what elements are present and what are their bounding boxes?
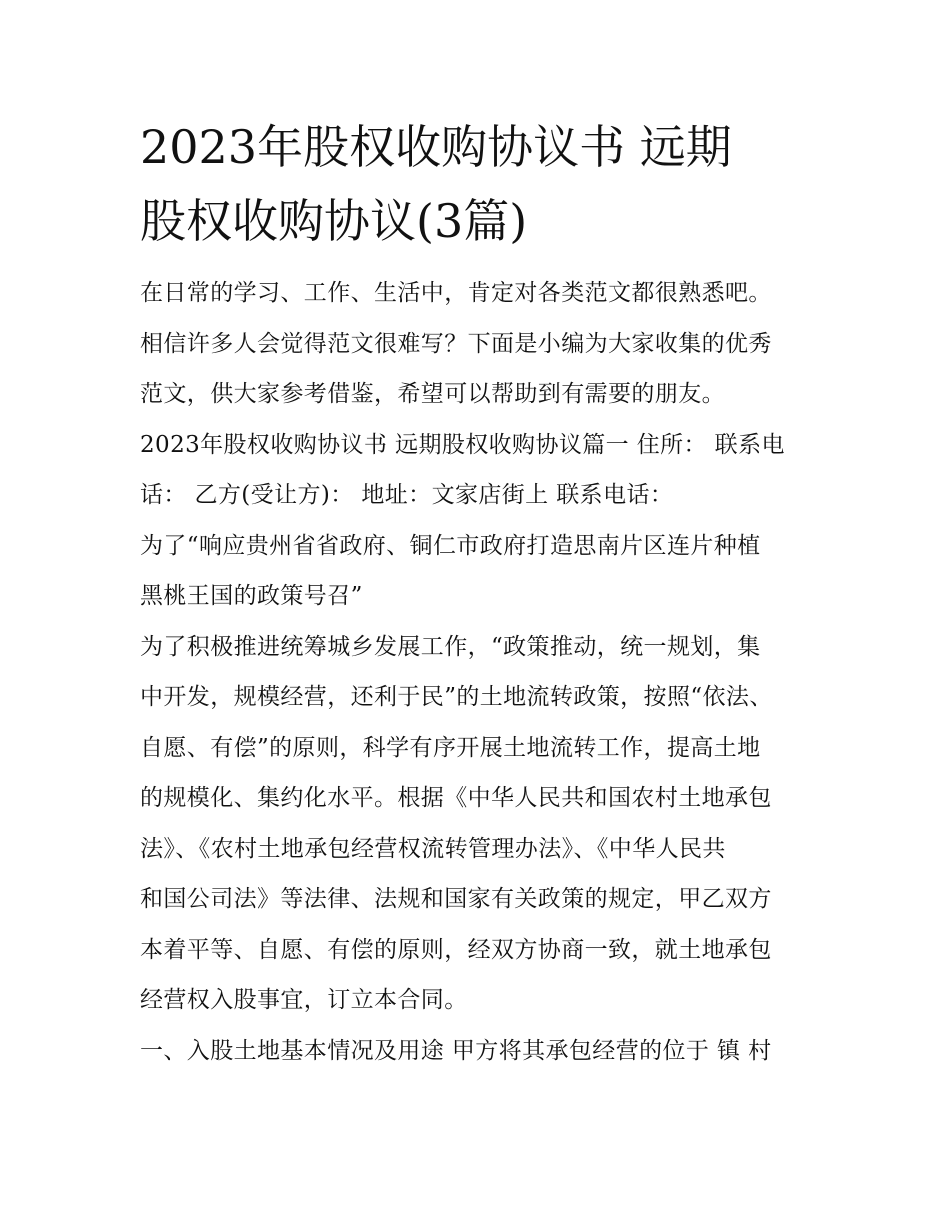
title-line-1: 2023年股权收购协议书 远期 (140, 120, 732, 174)
paragraph-section-one (140, 1026, 820, 1077)
text-line: 黑桃王国的政策号召” (140, 583, 363, 609)
text-line: 本着平等、自愿、有偿的原则，经双方协商一致，就土地承包 (140, 936, 772, 963)
text-line: 相信许多人会觉得范文很难写？下面是小编为大家收集的优秀 (140, 330, 772, 357)
text-line: 为了“响应贵州省省政府、铜仁市政府打造思南片区连片种植 (140, 532, 761, 559)
text-line: 经营权入股事宜，订立本合同。 (140, 987, 468, 1013)
text-line: 的规模化、集约化水平。根据《中华人民共和国农村土地承包 (140, 785, 772, 811)
title-line-2: 股权收购协议(3篇) (140, 194, 528, 248)
text-line: 在日常的学习、工作、生活中，肯定对各类范文都很熟悉吧。 (140, 280, 772, 306)
text-line: 法》、《农村土地承包经营权流转管理办法》、《中华人民共 (140, 835, 726, 862)
document-body (140, 268, 820, 1076)
text-line: 和国公司法》等法律、法规和国家有关政策的规定，甲乙双方 (140, 886, 772, 912)
document-title (140, 110, 820, 258)
text-line: 2023年股权收购协议书 远期股权收购协议篇一 住所： 联系电 (140, 431, 785, 458)
text-line: 为了积极推进统筹城乡发展工作，“政策推动，统一规划，集 (140, 633, 761, 660)
text-line: 中开发，规模经营，还利于民”的土地流转政策，按照“依法、 (140, 684, 773, 710)
text-line: 话： 乙方(受让方)： 地址：文家店街上 联系电话： (140, 482, 674, 508)
document-page (140, 110, 820, 1076)
paragraph-parties (140, 420, 820, 521)
text-line: 自愿、有偿”的原则，科学有序开展土地流转工作，提高土地 (140, 734, 761, 761)
paragraph-basis (140, 622, 820, 1026)
text-line: 范文，供大家参考借鉴，希望可以帮助到有需要的朋友。 (140, 381, 725, 407)
paragraph-intro (140, 268, 820, 420)
paragraph-purpose (140, 521, 820, 622)
text-line: 一、入股土地基本情况及用途 甲方将其承包经营的位于 镇 村 (140, 1037, 772, 1064)
